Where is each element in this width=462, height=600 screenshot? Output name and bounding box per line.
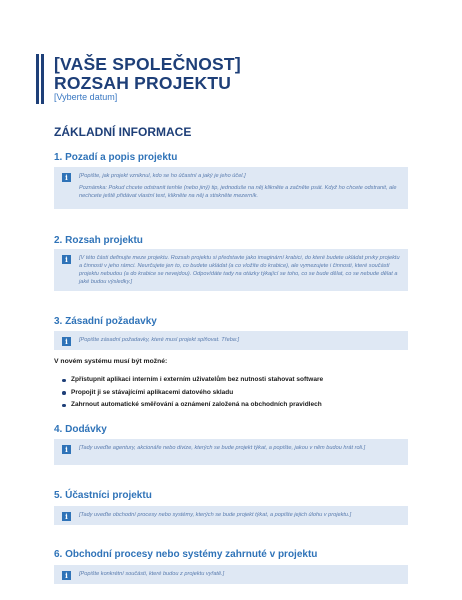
tip-text: [V této části definujte meze projektu. Rozsah projektu si představte jako imaginární krabici, do které budete ukládat prvky projektu a činnosti v jeho rámci. Neurčujete jen to, co budete ukládat (a co vložíte do krabice), ale vymezujete i činnosti, které součástí projektu nebudou (a do krabice se nevejdou). Odpovídáte tady na otázky týkající se toho, co se bude dělat, co se nebude dělat a jaké budou výsledky.] xyxy=(79,255,400,285)
date-picker[interactable]: [Vyberte datum] xyxy=(54,92,118,102)
section-heading-requirements: 3. Zásadní požadavky xyxy=(54,316,157,327)
tip-box-requirements[interactable] xyxy=(54,331,408,350)
requirements-intro: V novém systému musí být možné: xyxy=(54,358,168,365)
requirements-list xyxy=(62,376,323,414)
tip-box-deliverables[interactable] xyxy=(54,439,408,465)
list-item: Zpřístupnit aplikaci interním i externím uživatelům bez nutnosti stahovat software xyxy=(62,376,323,384)
main-heading: ZÁKLADNÍ INFORMACE xyxy=(54,125,192,139)
tip-text: [Tady uveďte agentury, akcionáře nebo divize, kterých se bude projekt týkat, a popište, jakou v něm budou hrát roli.] xyxy=(79,445,366,451)
section-heading-participants: 5. Účastníci projektu xyxy=(54,490,152,501)
tip-box-participants[interactable] xyxy=(54,506,408,525)
tip-box-processes[interactable] xyxy=(54,565,408,584)
section-heading-deliverables: 4. Dodávky xyxy=(54,424,107,435)
tip-text: [Tady uveďte obchodní procesy nebo systémy, kterých se bude projekt týkat, a popište jejich úlohu v projektu.] xyxy=(79,512,352,518)
tip-box-background[interactable] xyxy=(54,167,408,209)
info-icon: i xyxy=(62,512,71,521)
list-item: Zahrnout automatické směřování a oznámení založená na obchodních pravidlech xyxy=(62,401,323,409)
bullet-icon xyxy=(62,379,66,383)
tip-box-scope[interactable] xyxy=(54,249,408,291)
info-icon: i xyxy=(62,173,71,182)
info-icon: i xyxy=(62,337,71,346)
title-block xyxy=(54,55,314,93)
bullet-icon xyxy=(62,391,66,395)
tip-text: Poznámka: Pokud chcete odstranit tenhle (nebo jiný) tip, jednoduše na něj klikněte a začněte psát. Když ho chcete odstranit, ale nechcete ještě přidávat vlastní text, klikněte na něj a stiskněte mezerník. xyxy=(79,185,397,199)
info-icon: i xyxy=(62,571,71,580)
bullet-icon xyxy=(62,404,66,408)
company-name[interactable]: [VAŠE SPOLEČNOST] xyxy=(54,54,241,74)
tip-text: [Popište zásadní požadavky, které musí projekt splňovat. Třeba:] xyxy=(79,337,240,343)
info-icon: i xyxy=(62,255,71,264)
info-icon: i xyxy=(62,445,71,454)
header-accent-bars xyxy=(36,54,46,104)
section-heading-scope: 2. Rozsah projektu xyxy=(54,235,143,246)
document-title[interactable]: ROZSAH PROJEKTU xyxy=(54,73,232,93)
tip-text: [Popište konkrétní součásti, které budou z projektu vyřatě.] xyxy=(79,571,225,577)
section-heading-background: 1. Pozadí a popis projektu xyxy=(54,152,178,163)
list-item: Propojit ji se stávajícími aplikacemi datového skladu xyxy=(62,389,323,397)
tip-text: [Popište, jak projekt vzniknul, kdo se ho účastní a jaký je jeho účel.] xyxy=(79,173,246,179)
section-heading-processes: 6. Obchodní procesy nebo systémy zahrnuté v projektu xyxy=(54,549,318,560)
